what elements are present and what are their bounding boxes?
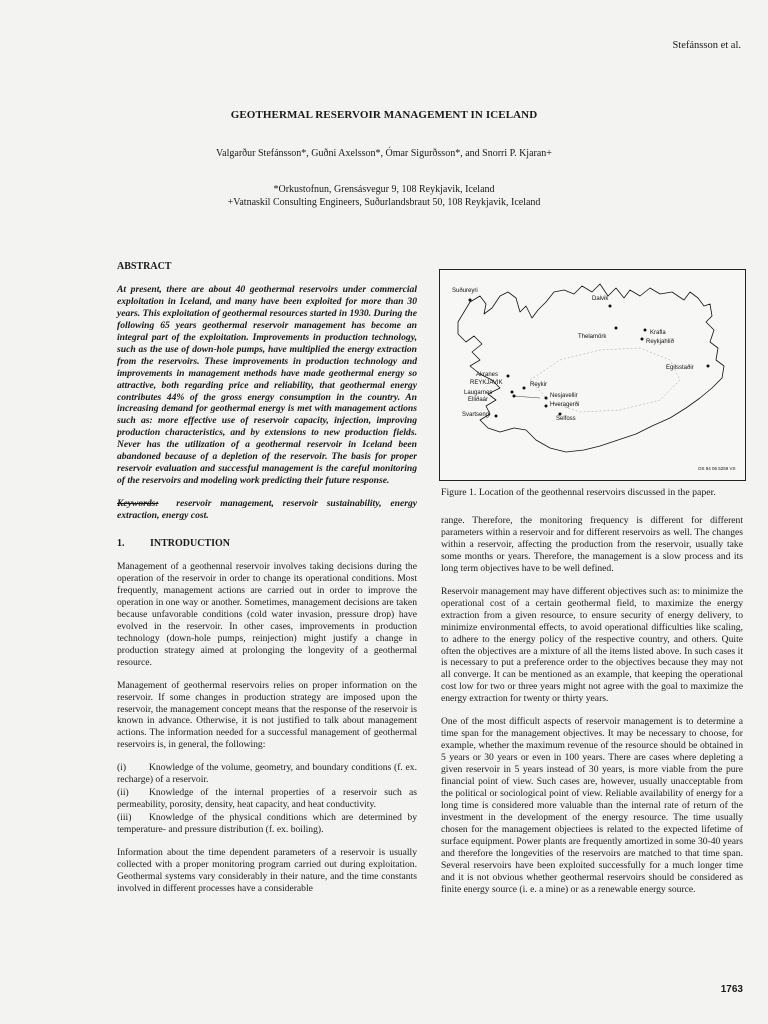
- marker-hveragerdi: [545, 405, 548, 408]
- abstract-text: At present, there are about 40 geothermal reservoirs under commercial exploitation in Iceland, and many have been exploited for more than 30 years. This exploitation of geothermal resources started in 1930. During the following 65 years geothermal reservoir management has become an integral part of the exploitation. Improvements in production technology, such as the use of down-hole pumps, have multiplied the energy extraction from the reservoirs. These improvements in production technology and improvements in management methods have made geothermal energy so attractive, both regarding price and reliability, that geothermal energy contributes 44% of the gross energy consumption in the country. An increasing demand for geothermal energy is met with management actions such as: more effective use of reservoir capacity, injection, improving production characteristics, and by extensions to new production fields. Never has the utilization of a geothermal reservoir in Iceland been abandoned because of a depletion of the reservoir. The basis for proper reservoir evaluation and successful management is the careful monitoring of the reservoirs and modeling work predicting their future response.: [117, 283, 417, 487]
- intro-paragraph-2: Management of geothermal reservoirs relies on proper information on the reservoir. If some changes in production strategy are imposed upon the reservoir, the management concept means that the response of the reservoir is known in advance. Otherwise, it is not justified to talk about management actions. The information needed for a successful management of geothermal reservoirs is, in general, the following:: [117, 679, 417, 751]
- affiliation-1: *Orkustofnun, Grensásvegur 9, 108 Reykjavik, Iceland: [273, 184, 495, 195]
- reykjavik-pointer: [514, 396, 540, 398]
- list-item-label: (i): [117, 762, 127, 774]
- section-heading-introduction: [117, 538, 417, 550]
- keywords: [117, 498, 417, 522]
- affiliation-2: +Vatnaskil Consulting Engineers, Suðurlandsbraut 50, 108 Reykjavik, Iceland: [227, 197, 541, 208]
- iceland-map: [440, 270, 745, 480]
- keywords-label: Keywords:: [117, 498, 159, 510]
- label-svartsengi: Svartsengi: [462, 412, 491, 418]
- marker-reykir: [523, 387, 526, 390]
- marker-reykjavik: [511, 391, 514, 394]
- reservoir-markers: [469, 299, 710, 418]
- list-item-text: Knowledge of the physical conditions which are determined by temperature- and pressure distribution (f. ex. boiling).: [117, 812, 417, 836]
- label-selfoss: Selfoss: [556, 416, 576, 422]
- knowledge-list: [117, 762, 417, 836]
- paper-title: GEOTHERMAL RESERVOIR MANAGEMENT IN ICELAND: [230, 109, 538, 121]
- intro-paragraph-3: Information about the time dependent parameters of a reservoir is usually collected with a proper monitoring program carried out during exploitation. Geothermal systems vary considerably in their nature, and the time constants involved in different processes have a considerable: [117, 847, 417, 894]
- abstract-heading: ABSTRACT: [117, 261, 172, 272]
- label-hveragerdi: Hveragerði: [550, 402, 580, 408]
- label-reykjavik: REYKJAVIK: [470, 380, 503, 386]
- label-sudureyri: Suðureyri: [452, 288, 478, 294]
- list-item-label: (iii): [117, 812, 132, 824]
- affiliations: [0, 183, 768, 209]
- left-column: [117, 261, 417, 906]
- section-title: INTRODUCTION: [150, 538, 231, 550]
- intro-paragraph-5: Reservoir management may have different objectives such as: to minimize the operational cost of a certain geothermal field, to maximize the energy extraction from a given resource, to ensure security of energy delivery, to minimize environmental effects, to avoid operational difficulties like scaling, to adhere to the energy policy of the respective country, and others. Quite often the objectives are a mixture of all the items listed above. In such cases it is necessary to put a preference order to the objectives because they may not all converge. It can be mentioned as an example, that keeping the operational cost low for two or three years might not agree with the goal to maximize the energy extraction for twenty or thirty years.: [441, 585, 743, 705]
- list-item: [117, 762, 417, 786]
- keywords-text: reservoir management, reservoir sustainability, energy extraction, energy cost.: [117, 498, 418, 522]
- list-item: [117, 812, 417, 836]
- marker-reykjahlid: [641, 338, 644, 341]
- label-akranes: Akranes: [476, 372, 499, 378]
- label-dalvik: Dalvik: [592, 296, 609, 302]
- label-thelamork: Thelamörk: [578, 334, 607, 340]
- list-item-text: Knowledge of the internal properties of a reservoir such as permeability, porosity, density, heat capacity, and heat conductivity.: [117, 787, 417, 811]
- label-krafla: Krafla: [650, 330, 666, 336]
- list-item-text: Knowledge of the volume, geometry, and boundary conditions (f. ex. recharge) of a reservoir.: [117, 762, 417, 786]
- section-number: 1.: [117, 538, 125, 550]
- marker-thelamork: [615, 327, 618, 330]
- label-egilsstadir: Egilsstaðir: [666, 365, 694, 371]
- intro-paragraph-1: Management of a geothennal reservoir involves taking decisions during the operation of the reservoir in order to change its operational conditions. Most frequently, management actions are carried out in order to improve the operation in one way or another. Sometimes, management decisions are taken because unfavorable conditions (cold water invasion, pressure drop) have evolved in the reservoir. In other cases, improvements in production technology (down-hole pumps, reinjection) might justify a change in production strategy aimed at prolonging the longevity of a geothermal resource.: [117, 561, 417, 668]
- running-head: Stefánsson et al.: [672, 40, 741, 51]
- marker-svartsengi: [495, 415, 498, 418]
- list-item: [117, 787, 417, 811]
- label-laugarnes: Laugarnes: [464, 390, 493, 396]
- right-column: [441, 515, 743, 907]
- page-number: 1763: [720, 984, 743, 995]
- authors: Valgarður Stefánsson*, Guðni Axelsson*, Ómar Sigurðsson*, and Snorri P. Kjaran+: [216, 148, 552, 159]
- list-item-label: (ii): [117, 787, 129, 799]
- label-nesjavellir: Nesjavellir: [550, 393, 578, 399]
- marker-akranes: [507, 375, 510, 378]
- marker-krafla: [644, 329, 647, 332]
- label-reykjahlid: Reykjahlíð: [646, 339, 675, 345]
- label-ellidaar: Elliðaár: [468, 397, 489, 403]
- figure-map-iceland: [439, 269, 746, 481]
- marker-sudureyri: [469, 299, 472, 302]
- marker-nesjavellir: [545, 397, 548, 400]
- marker-egilsstadir: [707, 365, 710, 368]
- intro-paragraph-4: range. Therefore, the monitoring frequency is different for different parameters within a reservoir and for different reservoirs as well. The changes within a reservoir, affecting the production from the reservoir, usually take some months or years. Therefore, the management is a slow process and its long term objectives have to be well defined.: [441, 515, 743, 574]
- intro-paragraph-6: One of the most difficult aspects of reservoir management is to determine a time span for the management objectives. It may be necessary to choose, for example, whether the maximum revenue of the resource should be obtained in 5 years or 30 years or even in 100 years. There are cases where depleting a given reservoir in 5 years instead of 30 years, is more viable from the pure financial point of view. Such cases are, however, usually unacceptable from the political or sociological point of view. Reliable availability of energy for a long time is considered more valuable than the internal rate of return of the investment in the development of the energy resource. The time usually chosen for the management objectiees is related to the expected lifetime of surface equipment. Power plants are frequently amortized in some 30-40 years and therefore the longevities of the reservoirs are matched to that time span. Several reservoirs have been exploited successfully for a much longer time and it is not obvious whether geothermal reservoirs should be considered as finite energy source (i. e. a mine) or as a renewable energy source.: [441, 716, 743, 895]
- marker-dalvik: [609, 305, 612, 308]
- label-reykir: Reykir: [530, 382, 548, 388]
- figure-caption: Figure 1. Location of the geothennal reservoirs discussed in the paper.: [441, 487, 716, 498]
- figure-reference-code: OS 94 06 5259 VS: [698, 466, 736, 471]
